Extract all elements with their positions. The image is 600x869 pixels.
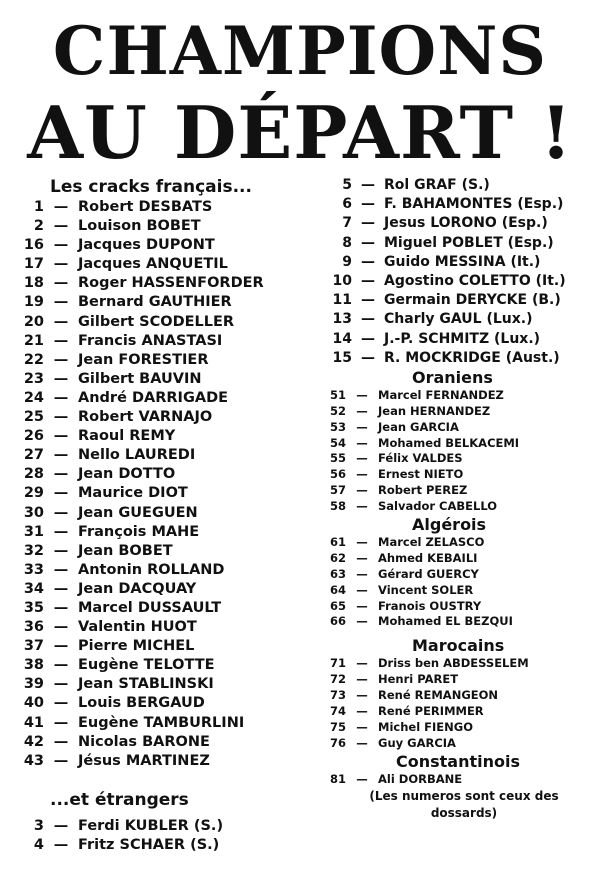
rider-number: 65 <box>329 598 346 613</box>
rider-name: François MAHE <box>78 523 200 540</box>
rider-name: Marcel DUSSAULT <box>78 599 222 616</box>
rider-number: 51 <box>329 387 346 402</box>
rider-number: 63 <box>329 566 346 581</box>
rider-row <box>322 404 600 420</box>
dash: — <box>356 566 368 581</box>
rider-row <box>322 688 600 704</box>
rider-name: Jacques ANQUETIL <box>78 256 228 273</box>
dash: — <box>356 582 368 597</box>
rider-name: Ferdi KUBLER (S.) <box>78 817 224 834</box>
rider-name: Gilbert BAUVIN <box>78 370 202 387</box>
rider-row <box>12 675 302 694</box>
dash: — <box>53 523 69 540</box>
dash: — <box>361 330 375 347</box>
rider-row <box>322 483 600 499</box>
rider-name: Rol GRAF (S.) <box>384 177 490 193</box>
dash: — <box>356 656 368 671</box>
rider-number: 23 <box>23 370 44 387</box>
rider-number: 58 <box>329 499 346 514</box>
rider-name: Jean BOBET <box>78 542 173 559</box>
rider-name: Miguel POBLET (Esp.) <box>384 234 554 251</box>
rider-row <box>12 198 302 217</box>
dash: — <box>53 237 69 254</box>
rider-number: 6 <box>342 196 352 213</box>
dash: — <box>356 735 368 750</box>
rider-name: Vincent SOLER <box>378 582 474 597</box>
rider-number: 76 <box>329 735 346 750</box>
dash: — <box>53 351 69 368</box>
constantinois-list <box>322 772 600 788</box>
rider-number: 10 <box>332 272 352 289</box>
rider-row <box>322 656 600 672</box>
rider-number: 7 <box>342 215 352 232</box>
rider-row <box>12 656 302 675</box>
dash: — <box>53 657 69 674</box>
rider-row <box>322 672 600 688</box>
dash: — <box>356 499 368 514</box>
rider-name: Franois OUSTRY <box>378 598 482 613</box>
rider-row <box>12 484 302 503</box>
rider-row <box>322 614 600 630</box>
dash: — <box>361 292 375 309</box>
rider-name: Ernest NIETO <box>378 467 464 482</box>
rider-row <box>322 330 600 349</box>
rider-number: 81 <box>329 771 346 786</box>
rider-number: 64 <box>329 582 346 597</box>
rider-number: 21 <box>23 332 44 349</box>
rider-name: André DARRIGADE <box>78 389 229 406</box>
dash: — <box>53 218 69 235</box>
rider-name: Guido MESSINA (It.) <box>384 253 541 270</box>
rider-number: 30 <box>23 504 44 521</box>
dash: — <box>356 719 368 734</box>
rider-number: 62 <box>329 550 346 565</box>
rider-row <box>322 349 600 368</box>
rider-row <box>12 313 302 332</box>
rider-name: Gilbert SCODELLER <box>78 313 235 330</box>
rider-name: Jean FORESTIER <box>78 351 209 368</box>
dash: — <box>356 435 368 450</box>
rider-name: Michel FIENGO <box>378 719 473 734</box>
rider-name: Guy GARCIA <box>378 735 456 750</box>
rider-number: 2 <box>33 218 44 235</box>
foreign-riders-list-right <box>322 176 600 368</box>
rider-row <box>322 420 600 436</box>
footnote-line-2: dossards) <box>430 805 498 820</box>
footnote-line-1: (Les numeros sont ceux des <box>369 788 559 803</box>
rider-name: Ahmed KEBAILI <box>378 550 478 565</box>
rider-number: 57 <box>329 483 346 498</box>
rider-number: 4 <box>33 836 44 853</box>
dash: — <box>356 403 368 418</box>
rider-number: 52 <box>329 403 346 418</box>
rider-row <box>12 752 302 771</box>
rider-name: Marcel FERNANDEZ <box>378 387 504 402</box>
rider-row <box>322 310 600 329</box>
rider-name: Jean GUEGUEN <box>78 504 198 521</box>
rider-number: 28 <box>23 466 44 483</box>
rider-number: 39 <box>23 676 44 693</box>
rider-row <box>12 217 302 236</box>
rider-row <box>12 370 302 389</box>
algerois-list <box>322 535 600 630</box>
rider-name: Ali DORBANE <box>378 771 463 786</box>
rider-row <box>322 451 600 467</box>
rider-name: Francis ANASTASI <box>78 332 223 349</box>
rider-row <box>12 523 302 542</box>
rider-number: 1 <box>33 199 44 215</box>
french-riders-heading: Les cracks français... <box>50 177 252 197</box>
rider-row <box>12 504 302 523</box>
rider-name: Antonin ROLLAND <box>78 561 225 578</box>
rider-name: Roger HASSENFORDER <box>78 275 264 292</box>
rider-name: Charly GAUL (Lux.) <box>384 311 533 328</box>
rider-name: F. BAHAMONTES (Esp.) <box>384 196 564 213</box>
dash: — <box>356 598 368 613</box>
dash: — <box>361 272 375 289</box>
dash: — <box>53 256 69 273</box>
dash: — <box>53 370 69 387</box>
rider-name: Maurice DIOT <box>78 485 188 502</box>
marocains-heading: Marocains <box>412 636 505 656</box>
rider-row <box>12 332 302 351</box>
algerois-heading: Algérois <box>412 515 487 534</box>
dash: — <box>356 550 368 565</box>
dash: — <box>361 234 375 251</box>
rider-name: Agostino COLETTO (It.) <box>384 272 566 289</box>
rider-row <box>322 388 600 404</box>
rider-number: 53 <box>329 419 346 434</box>
rider-name: Raoul REMY <box>78 428 176 445</box>
dash: — <box>53 599 69 616</box>
dash: — <box>356 483 368 498</box>
rider-row <box>12 599 302 618</box>
dash: — <box>356 419 368 434</box>
rider-name: J.-P. SCHMITZ (Lux.) <box>384 330 541 347</box>
marocains-list <box>322 656 600 751</box>
rider-number: 26 <box>23 428 44 445</box>
dash: — <box>53 817 69 834</box>
rider-row <box>322 704 600 720</box>
rider-row <box>12 255 302 274</box>
rider-row <box>12 733 302 752</box>
dash: — <box>53 389 69 406</box>
dash: — <box>356 614 368 629</box>
rider-number: 75 <box>329 719 346 734</box>
rider-row <box>322 272 600 291</box>
rider-number: 3 <box>33 817 44 834</box>
rider-row <box>322 583 600 599</box>
rider-name: René REMANGEON <box>378 688 499 703</box>
rider-name: Robert DESBATS <box>78 199 213 215</box>
rider-name: Nello LAUREDI <box>78 447 196 464</box>
rider-number: 22 <box>23 351 44 368</box>
rider-number: 71 <box>329 656 346 671</box>
rider-name: Marcel ZELASCO <box>378 535 485 549</box>
rider-name: Henri PARET <box>378 672 459 687</box>
dash: — <box>53 485 69 502</box>
rider-row <box>322 176 600 195</box>
dash: — <box>53 836 69 853</box>
rider-number: 73 <box>329 688 346 703</box>
rider-name: Germain DERYCKE (B.) <box>384 292 561 309</box>
rider-number: 15 <box>332 349 352 366</box>
rider-row <box>322 535 600 551</box>
dash: — <box>53 275 69 292</box>
rider-name: Eugène TAMBURLINI <box>78 714 245 731</box>
rider-row <box>12 446 302 465</box>
rider-name: Louis BERGAUD <box>78 695 205 712</box>
dash: — <box>53 294 69 311</box>
rider-number: 18 <box>23 275 44 292</box>
rider-name: Jean STABLINSKI <box>78 676 214 693</box>
foreign-riders-list-left <box>12 817 302 855</box>
rider-number: 37 <box>23 638 44 655</box>
rider-number: 32 <box>23 542 44 559</box>
dash: — <box>361 311 375 328</box>
headline-line-2: AU DÉPART ! <box>27 90 573 175</box>
rider-number: 20 <box>23 313 44 330</box>
dash: — <box>356 535 368 549</box>
rider-row <box>12 293 302 312</box>
oraniens-heading: Oraniens <box>412 367 493 387</box>
rider-number: 25 <box>23 409 44 426</box>
rider-name: Mohamed BELKACEMI <box>378 435 520 450</box>
rider-name: Jacques DUPONT <box>78 237 215 254</box>
rider-number: 5 <box>342 177 352 193</box>
rider-name: Fritz SCHAER (S.) <box>78 836 220 853</box>
rider-number: 16 <box>23 237 44 254</box>
rider-row <box>322 195 600 214</box>
rider-row <box>322 772 600 788</box>
rider-number: 74 <box>329 704 346 719</box>
dash: — <box>361 215 375 232</box>
rider-number: 27 <box>23 447 44 464</box>
dash: — <box>53 695 69 712</box>
dash: — <box>53 561 69 578</box>
rider-row <box>322 436 600 452</box>
rider-name: Jésus MARTINEZ <box>78 752 210 769</box>
rider-row <box>12 618 302 637</box>
rider-name: Gérard GUERCY <box>378 566 479 581</box>
dash: — <box>53 638 69 655</box>
rider-name: Robert VARNAJO <box>78 409 213 426</box>
rider-row <box>12 408 302 427</box>
rider-number: 72 <box>329 672 346 687</box>
dash: — <box>53 733 69 750</box>
rider-name: Jean GARCIA <box>378 419 459 434</box>
rider-number: 11 <box>332 292 352 309</box>
rider-row <box>322 551 600 567</box>
dash: — <box>361 177 375 193</box>
rider-name: Valentin HUOT <box>78 619 197 636</box>
dash: — <box>53 542 69 559</box>
foreign-riders-heading: ...et étrangers <box>50 789 189 810</box>
dash: — <box>53 332 69 349</box>
rider-name: Jesus LORONO (Esp.) <box>384 215 548 232</box>
rider-row <box>12 274 302 293</box>
rider-name: Nicolas BARONE <box>78 733 210 750</box>
rider-name: Félix VALDES <box>378 451 463 466</box>
rider-number: 31 <box>23 523 44 540</box>
rider-name: Mohamed EL BEZQUI <box>378 614 513 629</box>
dash: — <box>356 771 368 786</box>
dash: — <box>53 447 69 464</box>
rider-number: 9 <box>342 253 352 270</box>
french-riders-list <box>12 198 302 771</box>
rider-row <box>12 714 302 733</box>
rider-row <box>12 817 302 836</box>
rider-name: Jean HERNANDEZ <box>378 403 491 418</box>
dash: — <box>53 619 69 636</box>
rider-row <box>322 499 600 515</box>
rider-row <box>322 599 600 615</box>
dash: — <box>356 387 368 402</box>
dash: — <box>53 409 69 426</box>
rider-name: Louison BOBET <box>78 218 201 235</box>
rider-name: René PERIMMER <box>378 704 484 719</box>
rider-row <box>12 637 302 656</box>
dash: — <box>53 752 69 769</box>
rider-number: 29 <box>23 485 44 502</box>
rider-number: 24 <box>23 389 44 406</box>
dash: — <box>53 580 69 597</box>
rider-name: Robert PEREZ <box>378 483 468 498</box>
rider-number: 17 <box>23 256 44 273</box>
dash: — <box>53 466 69 483</box>
rider-number: 42 <box>23 733 44 750</box>
dash: — <box>53 313 69 330</box>
dash: — <box>361 349 375 366</box>
rider-row <box>12 427 302 446</box>
dash: — <box>361 253 375 270</box>
rider-row <box>12 580 302 599</box>
dash: — <box>53 199 69 215</box>
rider-number: 14 <box>332 330 352 347</box>
rider-number: 40 <box>23 695 44 712</box>
rider-number: 66 <box>329 614 346 629</box>
dash: — <box>356 451 368 466</box>
rider-row <box>12 694 302 713</box>
dash: — <box>356 704 368 719</box>
rider-number: 33 <box>23 561 44 578</box>
rider-row <box>322 234 600 253</box>
rider-number: 36 <box>23 619 44 636</box>
rider-number: 38 <box>23 657 44 674</box>
rider-row <box>12 236 302 255</box>
headline-line-1: CHAMPIONS <box>52 12 548 90</box>
rider-row <box>12 465 302 484</box>
rider-name: Jean DACQUAY <box>78 580 197 597</box>
rider-number: 54 <box>329 435 346 450</box>
dash: — <box>53 676 69 693</box>
rider-name: Salvador CABELLO <box>378 499 498 514</box>
rider-row <box>12 389 302 408</box>
rider-row <box>322 567 600 583</box>
rider-number: 55 <box>329 451 346 466</box>
rider-number: 43 <box>23 752 44 769</box>
rider-row <box>12 351 302 370</box>
rider-name: Jean DOTTO <box>78 466 176 483</box>
rider-number: 34 <box>23 580 44 597</box>
rider-number: 56 <box>329 467 346 482</box>
rider-number: 35 <box>23 599 44 616</box>
rider-name: Eugène TELOTTE <box>78 657 215 674</box>
rider-name: Pierre MICHEL <box>78 638 195 655</box>
rider-number: 41 <box>23 714 44 731</box>
dash: — <box>53 714 69 731</box>
oraniens-list <box>322 388 600 515</box>
rider-name: Bernard GAUTHIER <box>78 294 232 311</box>
rider-name: R. MOCKRIDGE (Aust.) <box>384 349 560 366</box>
rider-row <box>12 542 302 561</box>
rider-number: 8 <box>342 234 352 251</box>
dash: — <box>356 467 368 482</box>
left-column <box>12 176 302 855</box>
rider-row <box>322 736 600 752</box>
rider-row <box>12 836 302 855</box>
right-column <box>322 176 600 822</box>
rider-row <box>322 467 600 483</box>
dash: — <box>361 196 375 213</box>
rider-name: Driss ben ABDESSELEM <box>378 656 529 671</box>
rider-number: 13 <box>332 311 352 328</box>
rider-row <box>322 291 600 310</box>
dash: — <box>356 672 368 687</box>
rider-row <box>322 720 600 736</box>
dash: — <box>53 428 69 445</box>
dash: — <box>356 688 368 703</box>
rider-row <box>322 214 600 233</box>
rider-row <box>322 253 600 272</box>
constantinois-heading: Constantinois <box>396 751 521 771</box>
dash: — <box>53 504 69 521</box>
rider-row <box>12 561 302 580</box>
rider-number: 61 <box>329 535 346 549</box>
rider-number: 19 <box>23 294 44 311</box>
